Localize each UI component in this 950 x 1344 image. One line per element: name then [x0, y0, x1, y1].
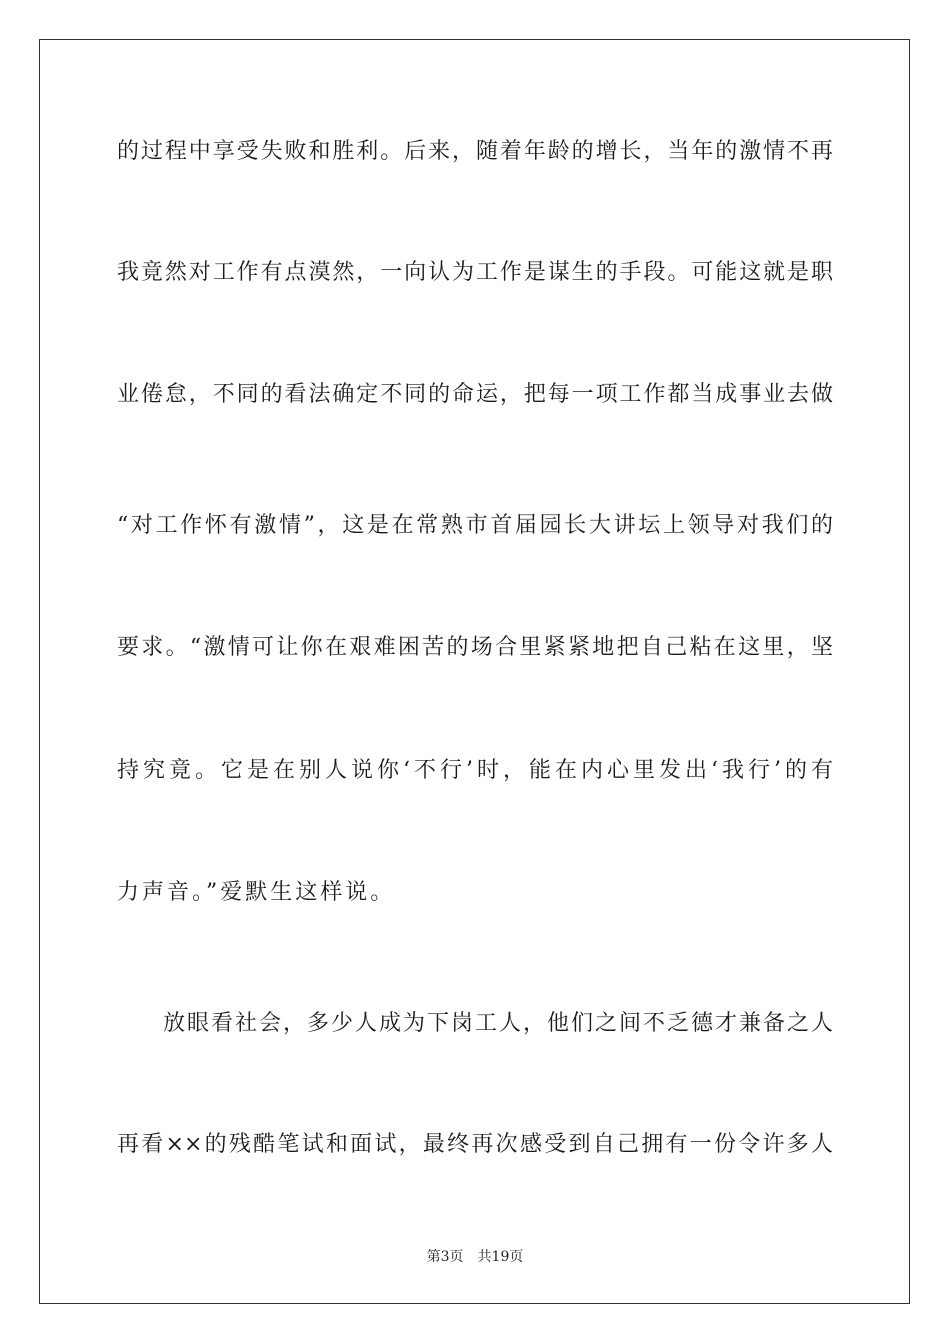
- body-text-line: 持究竟。它是在别人说你‘不行’时，能在内心里发出‘我行’的有: [117, 758, 833, 783]
- page-number: 第3页: [426, 1249, 464, 1265]
- body-text-line-indented: 放眼看社会，多少人成为下岗工人，他们之间不乏德才兼备之人: [163, 1011, 833, 1036]
- page-footer: [0, 1247, 950, 1267]
- body-text-line: “对工作怀有激情”，这是在常熟市首届园长大讲坛上领导对我们的: [117, 513, 833, 538]
- body-text-line: 力声音。”爱默生这样说。: [117, 880, 396, 905]
- page-total: 共19页: [477, 1249, 524, 1265]
- body-text-line: 的过程中享受失败和胜利。后来，随着年龄的增长，当年的激情不再: [117, 139, 833, 164]
- body-text-line: 再看××的残酷笔试和面试，最终再次感受到自己拥有一份令许多人: [117, 1132, 833, 1157]
- page-border: [39, 39, 910, 1304]
- body-text-line: 业倦怠，不同的看法确定不同的命运，把每一项工作都当成事业去做: [117, 382, 833, 407]
- body-text-line: 我竟然对工作有点漠然，一向认为工作是谋生的手段。可能这就是职: [117, 260, 833, 285]
- body-text-line: 要求。“激情可让你在艰难困苦的场合里紧紧地把自己粘在这里，坚: [117, 635, 833, 660]
